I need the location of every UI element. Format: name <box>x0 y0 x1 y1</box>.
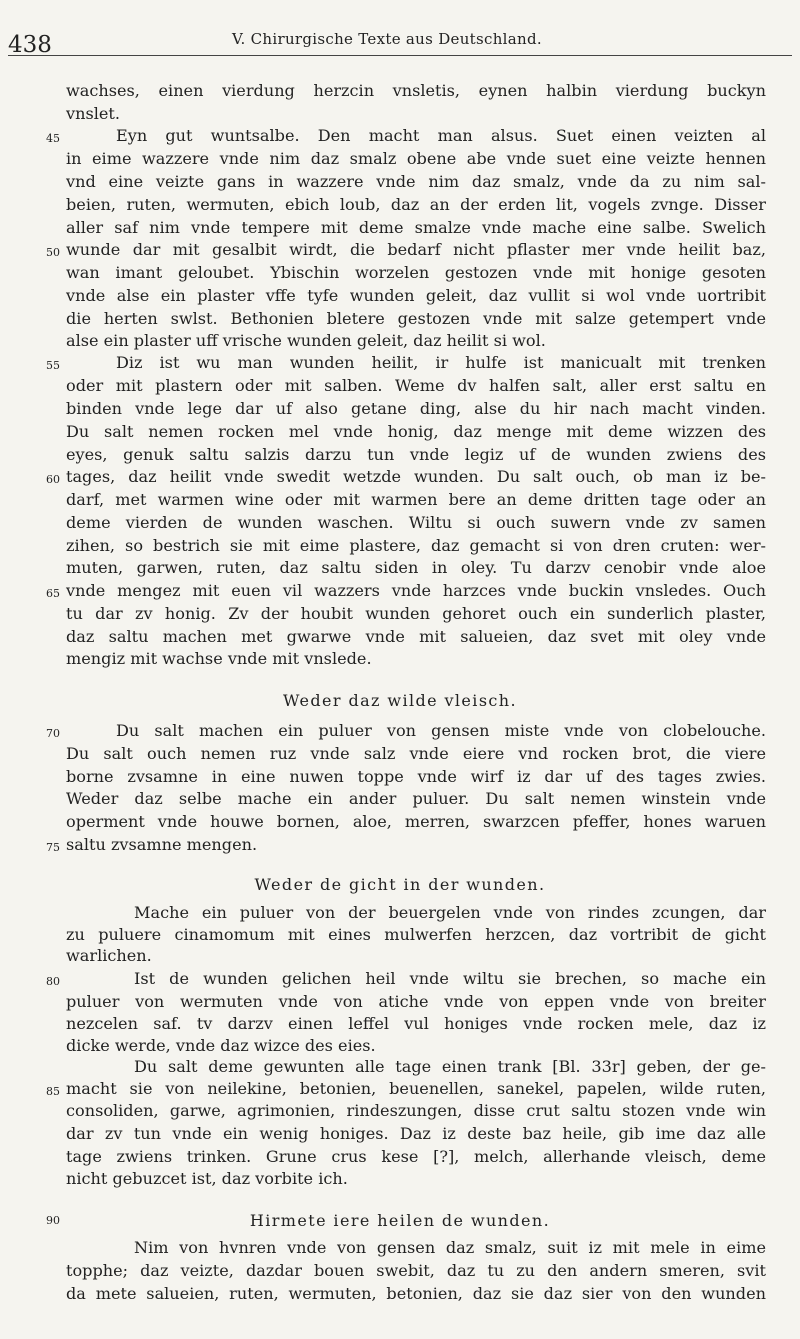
text-line: vnd eine veizte gans in wazzere vnde nim daz smalz, vnde da zu nim sal- <box>66 172 766 191</box>
text-line: binden vnde lege dar uf also getane ding, alse du hir nach macht vinden. <box>66 399 766 418</box>
text-line: Mache ein puluer von der beuergelen vnde von rindes zcungen, dar <box>134 903 766 922</box>
line-number: 65 <box>46 587 60 600</box>
line-number: 75 <box>46 841 60 854</box>
text-line: Du salt ouch nemen ruz vnde salz vnde eiere vnd rocken brot, die viere <box>66 744 766 763</box>
line-number: 60 <box>46 473 60 486</box>
page-number: 438 <box>8 32 52 58</box>
text-line: vnslet. <box>66 104 120 123</box>
text-line: deme vierden de wunden waschen. Wiltu si ouch suwern vnde zv samen <box>66 513 766 532</box>
text-line: dar zv tun vnde ein wenig honiges. Daz iz deste baz heile, gib ime daz alle <box>66 1124 766 1143</box>
text-line: vnde mengez mit euen vil wazzers vnde harzces vnde buckin vnsledes. Ouch <box>66 581 766 600</box>
text-line: da mete salueien, ruten, wermuten, betonien, daz sie daz sier von den wunden <box>66 1284 766 1303</box>
text-line: Ist de wunden gelichen heil vnde wiltu sie brechen, so mache ein <box>134 969 766 988</box>
text-line: die herten swlst. Bethonien bletere gestozen vnde mit salze getempert vnde <box>66 309 766 328</box>
text-line: tage zwiens trinken. Grune crus kese [?], melch, allerhande vleisch, deme <box>66 1147 766 1166</box>
line-number: 90 <box>46 1214 60 1227</box>
line-number: 70 <box>46 727 60 740</box>
text-line: muten, garwen, ruten, daz saltu siden in oley. Tu darzv cenobir vnde aloe <box>66 558 766 577</box>
paragraph-heading: Eyn gut wuntsalbe. Den macht man alsus. Suet einen veizten al <box>116 126 766 145</box>
text-line: nezcelen saf. tv darzv einen leffel vul honiges vnde rocken mele, daz iz <box>66 1014 766 1033</box>
text-line: tages, daz heilit vnde swedit wetzde wunden. Du salt ouch, ob man iz be- <box>66 467 766 486</box>
text-line: topphe; daz veizte, dazdar bouen swebit, daz tu zu den andern smeren, svit <box>66 1261 766 1280</box>
text-line: darf, met warmen wine oder mit warmen bere an deme dritten tage oder an <box>66 490 766 509</box>
text-line: wachses, einen vierdung herzcin vnsletis, eynen halbin vierdung buckyn <box>66 81 766 100</box>
section-heading: Weder daz wilde vleisch. <box>283 691 517 710</box>
text-line: Diz ist wu man wunden heilit, ir hulfe ist manicualt mit trenken <box>116 353 766 372</box>
text-line: saltu zvsamne mengen. <box>66 835 258 854</box>
text-line: dicke werde, vnde daz wizce des eies. <box>66 1036 376 1055</box>
section-heading: Weder de gicht in der wunden. <box>254 875 546 894</box>
text-line: tu dar zv honig. Zv der houbit wunden gehoret ouch ein sunderlich plaster, <box>66 604 766 623</box>
section-heading: Hirmete iere heilen de wunden. <box>249 1211 551 1230</box>
text-line: zihen, so bestrich sie mit eime plastere, daz gemacht si von dren cruten: wer- <box>66 536 766 555</box>
text-line: vnde alse ein plaster vffe tyfe wunden geleit, daz vullit si wol vnde uortribit <box>66 286 766 305</box>
line-number: 50 <box>46 246 60 259</box>
line-number: 85 <box>46 1085 60 1098</box>
text-line: Weder daz selbe mache ein ander puluer. Du salt nemen winstein vnde <box>66 789 766 808</box>
text-line: macht sie von neilekine, betonien, beuenellen, sanekel, papelen, wilde ruten, <box>66 1079 766 1098</box>
text-line: mengiz mit wachse vnde mit vnslede. <box>66 649 372 668</box>
text-line: aller saf nim vnde tempere mit deme smalze vnde mache eine salbe. Swelich <box>66 218 766 237</box>
text-line: warlichen. <box>66 946 152 965</box>
line-number: 45 <box>46 132 60 145</box>
text-line: wan imant geloubet. Ybischin worzelen gestozen vnde mit honige gesoten <box>66 263 766 282</box>
text-line: alse ein plaster uff vrische wunden geleit, daz heilit si wol. <box>66 331 546 350</box>
page-header <box>0 0 800 58</box>
running-title: V. Chirurgische Texte aus Deutschland. <box>232 30 542 48</box>
text-line: Nim von hvnren vnde von gensen daz smalz, suit iz mit mele in eime <box>134 1238 766 1257</box>
text-line: oder mit plastern oder mit salben. Weme dv halfen salt, aller erst saltu en <box>66 376 766 395</box>
text-line: nicht gebuzcet ist, daz vorbite ich. <box>66 1169 348 1188</box>
text-line: wunde dar mit gesalbit wirdt, die bedarf nicht pflaster mer vnde heilit baz, <box>66 240 766 259</box>
text-line: daz saltu machen met gwarwe vnde mit salueien, daz svet mit oley vnde <box>66 627 766 646</box>
text-line: in eime wazzere vnde nim daz smalz obene abe vnde suet eine veizte hennen <box>66 149 766 168</box>
text-line: beien, ruten, wermuten, ebich loub, daz an der erden lit, vogels zvnge. Disser <box>66 195 766 214</box>
line-number: 80 <box>46 975 60 988</box>
text-line: operment vnde houwe bornen, aloe, merren, swarzcen pfeffer, hones waruen <box>66 812 766 831</box>
text-line: eyes, genuk saltu salzis darzu tun vnde legiz uf de wunden zwiens des <box>66 445 766 464</box>
text-line: consoliden, garwe, agrimonien, rindeszungen, disse crut saltu stozen vnde win <box>66 1101 766 1120</box>
text-line: Du salt deme gewunten alle tage einen trank [Bl. 33r] geben, der ge- <box>134 1057 766 1076</box>
text-line: Du salt nemen rocken mel vnde honig, daz menge mit deme wizzen des <box>66 422 766 441</box>
text-line: zu puluere cinamomum mit eines mulwerfen herzcen, daz vortribit de gicht <box>66 925 766 944</box>
text-line: borne zvsamne in eine nuwen toppe vnde wirf iz dar uf des tages zwies. <box>66 767 766 786</box>
text-line: puluer von wermuten vnde von atiche vnde von eppen vnde von breiter <box>66 992 766 1011</box>
header-rule <box>8 55 792 56</box>
text-line: Du salt machen ein puluer von gensen miste vnde von clobelouche. <box>116 721 766 740</box>
line-number: 55 <box>46 359 60 372</box>
